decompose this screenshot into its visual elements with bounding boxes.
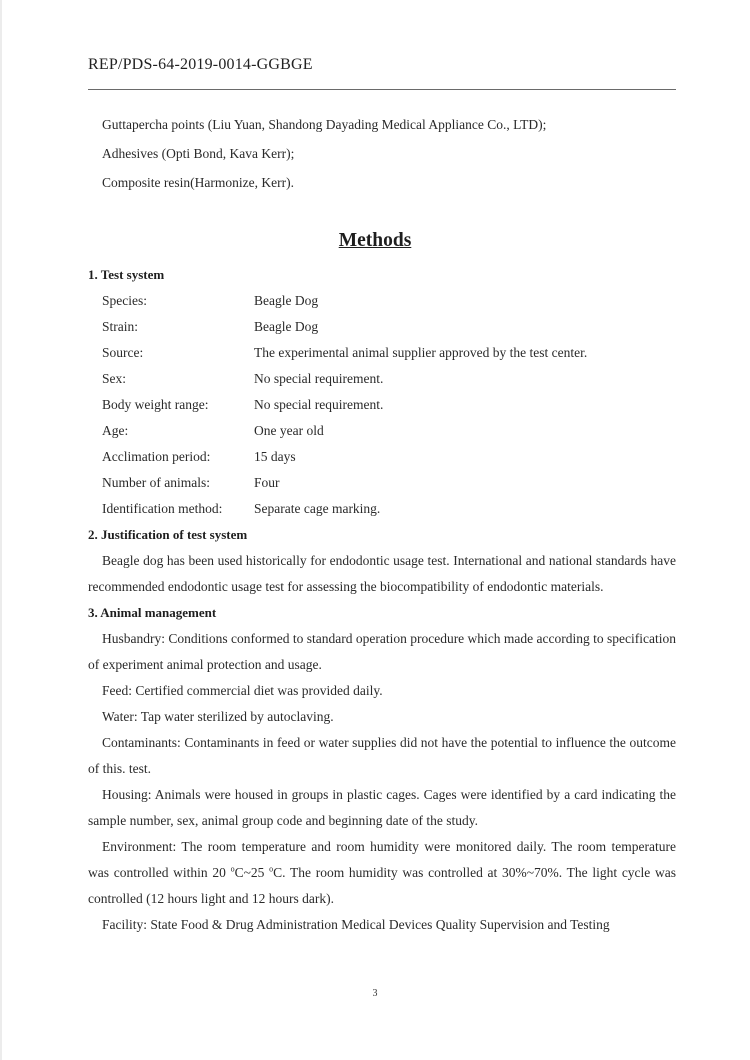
test-system-row bbox=[88, 340, 676, 366]
row-label: Acclimation period: bbox=[102, 449, 211, 464]
row-label: Age: bbox=[102, 423, 129, 438]
section-title: Methods bbox=[338, 230, 412, 251]
material-item: Composite resin(Harmonize, Kerr). bbox=[102, 175, 294, 190]
row-value: Beagle Dog bbox=[254, 319, 319, 334]
water-paragraph: Water: Tap water sterilized by autoclaving. bbox=[102, 709, 334, 724]
facility-paragraph: Facility: State Food & Drug Administration Medical Devices Quality Supervision and Testing bbox=[102, 917, 610, 932]
feed-paragraph: Feed: Certified commercial diet was provided daily. bbox=[102, 683, 383, 698]
scan-edge bbox=[0, 0, 2, 1060]
test-system-row bbox=[88, 418, 676, 444]
environment-text-mid: C~25 bbox=[234, 865, 270, 880]
row-value: The experimental animal supplier approved by the test center. bbox=[254, 345, 588, 360]
test-system-row bbox=[88, 470, 676, 496]
degree-mark: o bbox=[269, 864, 274, 874]
methods-content bbox=[88, 262, 676, 938]
degree-mark: o bbox=[230, 864, 235, 874]
justification-heading: 2. Justification of test system bbox=[88, 527, 248, 542]
row-value: Beagle Dog bbox=[254, 293, 319, 308]
animal-management-heading: 3. Animal management bbox=[88, 605, 217, 620]
materials-list bbox=[102, 110, 682, 197]
row-label: Identification method: bbox=[102, 501, 223, 516]
material-item: Guttapercha points (Liu Yuan, Shandong Dayading Medical Appliance Co., LTD); bbox=[102, 117, 547, 132]
row-value: No special requirement. bbox=[254, 397, 384, 412]
row-value: Separate cage marking. bbox=[254, 501, 381, 516]
test-system-row bbox=[88, 444, 676, 470]
test-system-row bbox=[88, 496, 676, 522]
page-number: 3 bbox=[372, 988, 378, 999]
row-value: Four bbox=[254, 475, 280, 490]
environment-text-b: C. The room humidity was controlled at 30%~70%. The light cycle was controlled (12 hours light and 12 hours dark). bbox=[88, 865, 677, 906]
contaminants-paragraph: Contaminants: Contaminants in feed or water supplies did not have the potential to influence the outcome of this. test. bbox=[88, 735, 676, 776]
row-label: Sex: bbox=[102, 371, 127, 386]
test-system-row bbox=[88, 288, 676, 314]
row-label: Source: bbox=[102, 345, 144, 360]
environment-text-a: Environment: The room temperature and room humidity were monitored daily. The room temperature was controlled within 20 bbox=[88, 839, 676, 880]
report-id-header: REP/PDS-64-2019-0014-GGBGE bbox=[88, 56, 313, 73]
husbandry-paragraph: Husbandry: Conditions conformed to standard operation procedure which made according to specification of experiment animal protection and usage. bbox=[88, 631, 676, 672]
housing-paragraph: Housing: Animals were housed in groups in plastic cages. Cages were identified by a card indicating the sample number, sex, animal group code and beginning date of the study. bbox=[88, 787, 676, 828]
material-item: Adhesives (Opti Bond, Kava Kerr); bbox=[102, 146, 295, 161]
row-label: Body weight range: bbox=[102, 397, 209, 412]
environment-paragraph bbox=[88, 834, 676, 912]
test-system-row bbox=[88, 392, 676, 418]
row-label: Species: bbox=[102, 293, 147, 308]
justification-paragraph: Beagle dog has been used historically for endodontic usage test. International and national standards have recommended endodontic usage test for assessing the biocompatibility of endodontic materials. bbox=[88, 553, 676, 594]
test-system-heading: 1. Test system bbox=[88, 267, 165, 282]
row-value: 15 days bbox=[254, 449, 296, 464]
header-rule bbox=[88, 89, 676, 90]
row-value: No special requirement. bbox=[254, 371, 384, 386]
row-label: Strain: bbox=[102, 319, 138, 334]
row-label: Number of animals: bbox=[102, 475, 210, 490]
row-value: One year old bbox=[254, 423, 324, 438]
test-system-row bbox=[88, 366, 676, 392]
test-system-row bbox=[88, 314, 676, 340]
